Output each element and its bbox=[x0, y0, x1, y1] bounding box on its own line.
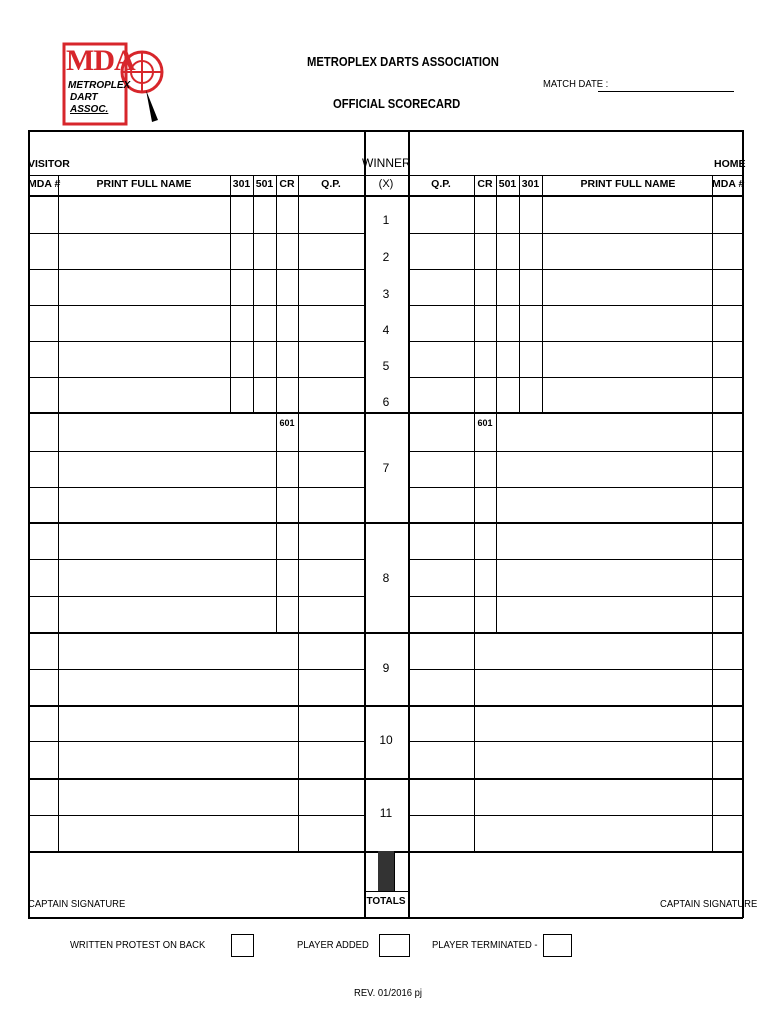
game-number: 1 bbox=[382, 213, 390, 227]
home-cr-header: CR bbox=[477, 178, 493, 190]
row-line bbox=[28, 487, 364, 488]
logo-line-3: ASSOC. bbox=[70, 104, 109, 115]
game-number: 4 bbox=[382, 323, 390, 337]
written-protest-label: WRITTEN PROTEST ON BACK bbox=[70, 939, 206, 951]
visitor-301-header: 301 bbox=[232, 178, 251, 190]
player-terminated-label: PLAYER TERMINATED - bbox=[432, 939, 538, 951]
column-line bbox=[253, 175, 254, 412]
column-line bbox=[276, 414, 277, 522]
game-number: 9 bbox=[382, 661, 390, 675]
revision-label: REV. 01/2016 pj bbox=[354, 987, 422, 999]
row-line bbox=[408, 596, 742, 597]
row-line bbox=[28, 815, 364, 816]
column-line bbox=[712, 414, 713, 522]
winner-mark-header: (X) bbox=[378, 178, 394, 190]
section-divider bbox=[28, 778, 742, 780]
winner-column-right bbox=[408, 130, 410, 918]
game-number: 7 bbox=[382, 461, 390, 475]
column-line bbox=[58, 632, 59, 705]
row-line bbox=[28, 741, 364, 742]
section-divider bbox=[28, 705, 742, 707]
row-line bbox=[408, 305, 742, 306]
visitor-cr-header: CR bbox=[279, 178, 295, 190]
visitor-qp-header: Q.P. bbox=[321, 178, 341, 190]
totals-divider bbox=[364, 891, 408, 892]
row-line bbox=[28, 305, 364, 306]
row-line bbox=[408, 487, 742, 488]
row-line bbox=[28, 669, 364, 670]
row-line bbox=[408, 269, 742, 270]
column-line bbox=[474, 632, 475, 705]
org-name: METROPLEX DARTS ASSOCIATION bbox=[307, 55, 499, 69]
visitor-601-label: 601 bbox=[279, 418, 295, 428]
written-protest-checkbox[interactable] bbox=[231, 934, 254, 957]
row-line bbox=[28, 451, 364, 452]
game-number: 8 bbox=[382, 571, 390, 585]
row-line bbox=[408, 377, 742, 378]
row-line bbox=[28, 269, 364, 270]
column-line bbox=[298, 632, 299, 705]
table-bottom-border bbox=[28, 917, 743, 919]
column-line bbox=[496, 414, 497, 522]
home-301-header: 301 bbox=[521, 178, 540, 190]
column-line bbox=[542, 175, 543, 412]
row-line bbox=[408, 815, 742, 816]
logo-letters: MDA bbox=[66, 44, 135, 77]
column-line bbox=[58, 175, 59, 412]
column-line bbox=[712, 522, 713, 632]
row-line bbox=[28, 233, 364, 234]
home-501-header: 501 bbox=[498, 178, 517, 190]
logo-line-1: METROPLEX bbox=[68, 80, 131, 91]
column-line bbox=[474, 522, 475, 632]
player-terminated-checkbox[interactable] bbox=[543, 934, 572, 957]
game-number: 10 bbox=[379, 733, 393, 747]
section-divider bbox=[28, 632, 742, 634]
row-line bbox=[28, 596, 364, 597]
column-line bbox=[298, 705, 299, 778]
game-number: 3 bbox=[382, 287, 390, 301]
home-mda-header: MDA # bbox=[712, 178, 745, 190]
player-added-checkbox[interactable] bbox=[379, 934, 410, 957]
column-line bbox=[58, 705, 59, 778]
header-divider bbox=[28, 175, 742, 176]
home-qp-header: Q.P. bbox=[431, 178, 451, 190]
visitor-label: VISITOR bbox=[28, 158, 70, 170]
column-line bbox=[496, 522, 497, 632]
totals-label: TOTALS bbox=[366, 896, 406, 907]
column-line bbox=[712, 632, 713, 705]
logo-line-2: DART bbox=[70, 92, 98, 103]
visitor-mda-header: MDA # bbox=[28, 178, 61, 190]
home-label: HOME bbox=[714, 158, 746, 170]
visitor-name-header: PRINT FULL NAME bbox=[96, 178, 192, 190]
table-left-border bbox=[28, 130, 30, 918]
row-line bbox=[28, 341, 364, 342]
row-line bbox=[408, 341, 742, 342]
home-name-header: PRINT FULL NAME bbox=[580, 178, 676, 190]
player-added-label: PLAYER ADDED bbox=[297, 939, 369, 951]
row-line bbox=[408, 559, 742, 560]
game-number: 6 bbox=[382, 395, 390, 409]
header-bottom bbox=[28, 195, 742, 197]
column-line bbox=[58, 778, 59, 851]
winner-column-left bbox=[364, 130, 366, 918]
section-divider bbox=[28, 412, 742, 414]
row-line bbox=[28, 559, 364, 560]
visitor-501-header: 501 bbox=[255, 178, 274, 190]
column-line bbox=[298, 175, 299, 412]
column-line bbox=[298, 522, 299, 632]
game-number: 11 bbox=[379, 806, 393, 820]
table-top-border bbox=[28, 130, 742, 132]
column-line bbox=[58, 414, 59, 522]
column-line bbox=[712, 778, 713, 851]
column-line bbox=[712, 705, 713, 778]
totals-cell-line bbox=[394, 851, 395, 891]
match-date-label: MATCH DATE : bbox=[543, 78, 609, 90]
column-line bbox=[474, 778, 475, 851]
visitor-captain-signature[interactable]: CAPTAIN SIGNATURE bbox=[28, 898, 126, 910]
row-line bbox=[408, 741, 742, 742]
row-line bbox=[28, 377, 364, 378]
row-line bbox=[408, 669, 742, 670]
column-line bbox=[519, 175, 520, 412]
column-line bbox=[298, 778, 299, 851]
totals-shaded-cell bbox=[378, 851, 394, 891]
column-line bbox=[276, 175, 277, 412]
column-line bbox=[58, 522, 59, 632]
column-line bbox=[712, 175, 713, 412]
column-line bbox=[496, 175, 497, 412]
game-number: 5 bbox=[382, 359, 390, 373]
column-line bbox=[474, 175, 475, 412]
column-line bbox=[230, 175, 231, 412]
row-line bbox=[408, 451, 742, 452]
game-number: 2 bbox=[382, 250, 390, 264]
home-601-label: 601 bbox=[477, 418, 493, 428]
card-title: OFFICIAL SCORECARD bbox=[333, 97, 461, 111]
column-line bbox=[474, 705, 475, 778]
home-captain-signature[interactable]: CAPTAIN SIGNATURE bbox=[660, 898, 758, 910]
winner-label: WINNER bbox=[362, 156, 411, 170]
column-line bbox=[474, 414, 475, 522]
row-line bbox=[408, 233, 742, 234]
column-line bbox=[298, 414, 299, 522]
column-line bbox=[276, 522, 277, 632]
section-divider bbox=[28, 522, 742, 524]
table-right-border bbox=[742, 130, 744, 918]
